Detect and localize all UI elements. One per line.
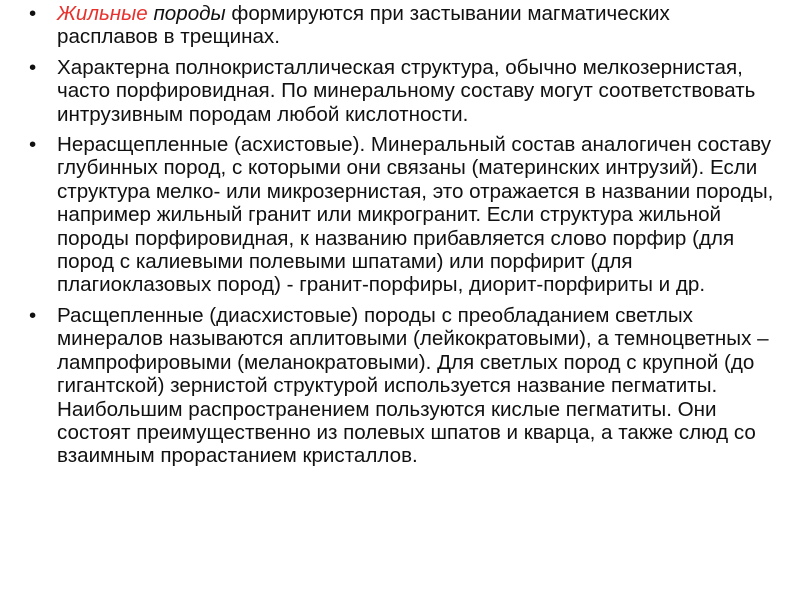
bullet-list [29,2,774,475]
bullet-item-structure [29,56,774,126]
bullet-text: Нерасщепленные (асхистовые). Минеральный состав аналогичен составу глубинных пород, с которыми они связаны (материнских интрузий). Если структура мелко- или микрозернистая, это отражается в названии породы, например жильный гранит или микрогранит. Если структура жильной породы порфировидная, к названию прибавляется слово порфир (для пород с калиевыми полевыми шпатами) или порфирит (для плагиоклазовых пород) - гранит-порфиры, диорит-порфириты и др. [57,133,774,297]
bullet-text: Расщепленные (диасхистовые) породы с преобладанием светлых минералов называются аплитовыми (лейкократовыми), а темноцветных – лампрофировыми (меланократовыми). Для светлых пород с крупной (до гигантской) зернистой структурой используется название пегматиты. Наибольшим распространением пользуются кислые пегматиты. Они состоят преимущественно из полевых шпатов и кварца, а также слюд со взаимным прорастанием кристаллов. [57,303,769,468]
bullet-item-veined-rocks [29,2,774,49]
bullet-marker: • [29,2,37,25]
italic-term: породы [147,2,226,25]
bullet-marker: • [29,133,37,157]
bullet-text: формируются при застывании магматических расплавов в трещинах. [57,2,670,49]
bullet-text: Характерна полнокристаллическая структура, обычно мелкозернистая, часто порфировидная. По минеральному составу могут соответствовать интрузивным породам любой кислотности. [57,55,756,126]
bullet-marker: • [29,303,37,327]
bullet-marker: • [29,55,37,79]
highlighted-term: Жильные [57,2,148,25]
bullet-item-diaschistic [29,304,774,468]
bullet-item-aschistic [29,133,774,297]
